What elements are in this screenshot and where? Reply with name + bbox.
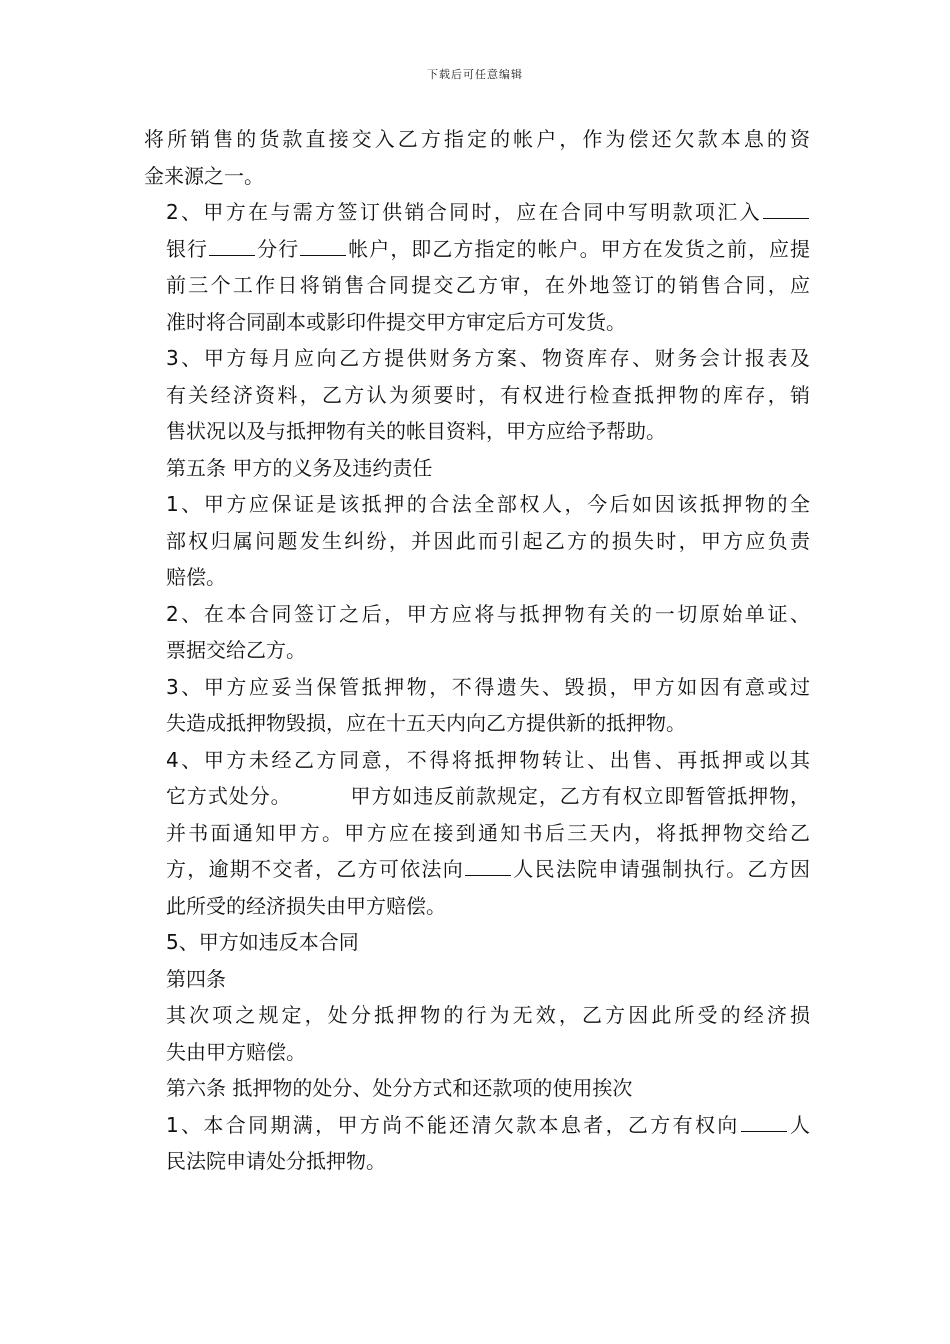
paragraph bbox=[144, 742, 810, 925]
text-line: 2、甲方在与需方签订供销合同时，应在合同中写明款项汇入 bbox=[144, 194, 810, 231]
text-line: 部权归属问题发生纠纷，并因此而引起乙方的损失时，甲方应负责 bbox=[166, 528, 810, 553]
text-line: 失造成抵押物毁损，应在十五天内向乙方提供新的抵押物。 bbox=[166, 711, 686, 735]
text-line: 2、在本合同签订之后，甲方应将与抵押物有关的一切原始单证、 bbox=[166, 601, 810, 626]
text-line: 3、甲方每月应向乙方提供财务方案、物资库存、财务会计报表及 bbox=[166, 346, 810, 370]
fill-in-blank bbox=[209, 254, 255, 256]
text-line: 失由甲方赔偿。 bbox=[166, 1039, 306, 1064]
text-line: 方，逾期不交者，乙方可依法向 人民法院申请强制执行。乙方因 bbox=[166, 857, 810, 881]
text-line: 第六条 抵押物的处分、处分方式和还款项的使用挨次 bbox=[166, 1076, 633, 1100]
fill-in-blank bbox=[300, 254, 346, 256]
text-line: 前三个工作日将销售合同提交乙方审，在外地签订的销售合同，应 bbox=[166, 273, 810, 297]
text-line: 3、甲方应妥当保管抵押物，不得遗失、毁损，甲方如因有意或过 bbox=[166, 674, 810, 699]
text-line: 其次项之规定，处分抵押物的行为无效，乙方因此所受的经济损 bbox=[166, 1003, 810, 1027]
paragraph bbox=[144, 997, 810, 1070]
fill-in-blank bbox=[763, 217, 809, 219]
text-line: 第五条 甲方的义务及违约责任 bbox=[166, 455, 433, 480]
text-line: 票据交给乙方。 bbox=[166, 638, 306, 662]
text-line: 1、本合同期满，甲方尚不能还清欠款本息者，乙方有权向 人 bbox=[166, 1112, 810, 1137]
text-line: 金来源之一。 bbox=[144, 163, 264, 188]
text-line: 此所受的经济损失由甲方赔偿。 bbox=[166, 893, 446, 918]
fill-in-blank bbox=[741, 1130, 787, 1132]
text-line: 售状况以及与抵押物有关的帐目资料，甲方应给予帮助。 bbox=[166, 419, 666, 443]
text-line: 民法院申请处分抵押物。 bbox=[166, 1149, 386, 1173]
text-line: 它方式处分。 甲方如违反前款规定，乙方有权立即暂管抵押物， bbox=[166, 784, 811, 808]
text-line: 1、甲方应保证是该抵押的合法全部权人，今后如因该抵押物的全 bbox=[166, 492, 810, 516]
paragraph bbox=[144, 450, 810, 487]
text-line: 5、甲方如违反本合同 bbox=[166, 930, 359, 954]
paragraph bbox=[144, 486, 810, 596]
text-line: 有关经济资料，乙方认为须要时，有权进行检查抵押物的库存，销 bbox=[166, 382, 810, 407]
paragraph bbox=[144, 1070, 810, 1107]
paragraph bbox=[144, 194, 810, 340]
paragraph bbox=[144, 596, 810, 669]
text-line: 并书面通知甲方。甲方应在接到通知书后三天内，将抵押物交给乙 bbox=[166, 820, 810, 845]
document-body bbox=[144, 121, 810, 1180]
paragraph bbox=[144, 121, 810, 194]
text-line: 银行 分行 帐户，即乙方指定的帐户。甲方在发货之前，应提 bbox=[166, 236, 811, 261]
text-line: 赔偿。 bbox=[166, 565, 226, 589]
paragraph bbox=[144, 1107, 810, 1180]
text-line: 将所销售的货款直接交入乙方指定的帐户，作为偿还欠款本息的资 bbox=[144, 127, 810, 151]
text-line: 4、甲方未经乙方同意，不得将抵押物转让、出售、再抵押或以其 bbox=[166, 747, 810, 772]
page-header: 下载后可任意编辑 bbox=[427, 68, 523, 81]
paragraph bbox=[144, 961, 810, 998]
text-line: 准时将合同副本或影印件提交甲方审定后方可发货。 bbox=[166, 309, 626, 334]
paragraph bbox=[144, 924, 810, 961]
paragraph bbox=[144, 669, 810, 742]
fill-in-blank bbox=[465, 874, 511, 876]
text-line: 第四条 bbox=[166, 966, 226, 991]
paragraph bbox=[144, 340, 810, 450]
